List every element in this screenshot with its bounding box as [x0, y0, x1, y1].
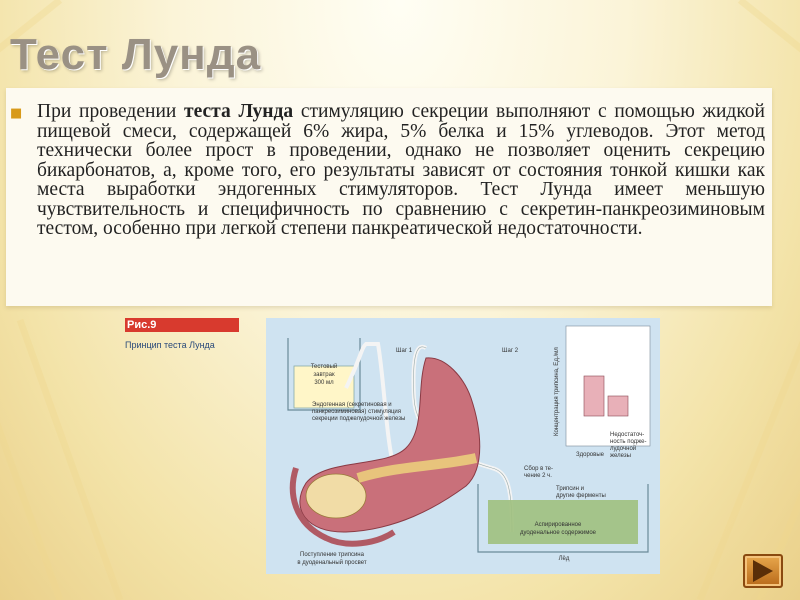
- aspirated-label-1: Аспирированное: [534, 522, 582, 528]
- meal-label-1: Тестовый: [310, 364, 338, 370]
- trypsin-entry-label-1: Поступление трипсина: [300, 552, 364, 558]
- collection-label-1: Сбор в те-: [524, 466, 553, 472]
- next-slide-button[interactable]: [743, 554, 783, 588]
- trypsin-bar-1: [608, 396, 628, 416]
- paragraph-intro: При проведении: [37, 101, 185, 122]
- ice-label: Лёд: [558, 556, 570, 562]
- bar-label-insufficiency-2: ность подже-: [610, 439, 647, 445]
- enzymes-label-1: Трипсин и: [556, 486, 584, 492]
- bar-label-insufficiency-3: лудочной: [610, 446, 637, 452]
- trypsin-bar-0: [584, 376, 604, 416]
- meal-label-2: завтрак: [313, 372, 335, 378]
- bar-label-insufficiency-4: железы: [610, 453, 631, 459]
- paragraph-body: стимуляцию секреции выполняют с помощью жидкой пищевой смеси, содержащей 6% жира, 5% белка и 15% углеводов. Этот метод технически более прост в проведении, однако не позволяет оценить секрецию бикарбонатов, а, кроме того, его результаты зависят от состояния тонкой кишки как места выработки эндогенных стимуляторов. Тест Лунда имеет меньшую чувствительность и специфичность по сравнению с секретин-панкреозиминовым тестом, особенно при легкой степени панкреатической недостаточности.: [37, 101, 765, 239]
- pancreas-shape: [306, 474, 366, 518]
- bullet-icon: ■: [10, 106, 23, 121]
- slide-paragraph: [37, 102, 765, 239]
- bar-label-healthy: Здоровые: [576, 452, 604, 458]
- step-2-label: Шаг 2: [502, 348, 519, 354]
- trypsin-bar-chart: [566, 326, 650, 446]
- stimulation-label-1: Эндогенная (секретиновая и: [312, 402, 392, 408]
- arrow-right-icon: [753, 560, 773, 582]
- meal-label-3: 300 мл: [314, 380, 334, 386]
- stimulation-label-2: панкреозиминовая) стимуляция: [312, 409, 402, 415]
- bar-label-insufficiency-1: Недостаточ-: [610, 432, 645, 438]
- slide-title: Тест Лунда: [10, 30, 262, 79]
- figure-number: Рис.9: [125, 318, 239, 332]
- aspirated-label-2: дуоденальное содержимое: [519, 530, 597, 536]
- paragraph-emphasis: теста Лунда: [184, 101, 294, 122]
- enzymes-label-2: другие ферменты: [556, 493, 606, 499]
- y-axis-label: Концентрация трипсина, Ед./мл: [554, 347, 560, 436]
- lund-test-diagram: [266, 318, 660, 574]
- figure-caption: Принцип теста Лунда: [125, 340, 215, 350]
- collection-label-2: чение 2 ч.: [524, 473, 552, 479]
- step-1-label: Шаг 1: [396, 348, 413, 354]
- trypsin-entry-label-2: в дуоденальный просвет: [297, 560, 367, 566]
- stimulation-label-3: секреции поджелудочной железы: [312, 416, 406, 422]
